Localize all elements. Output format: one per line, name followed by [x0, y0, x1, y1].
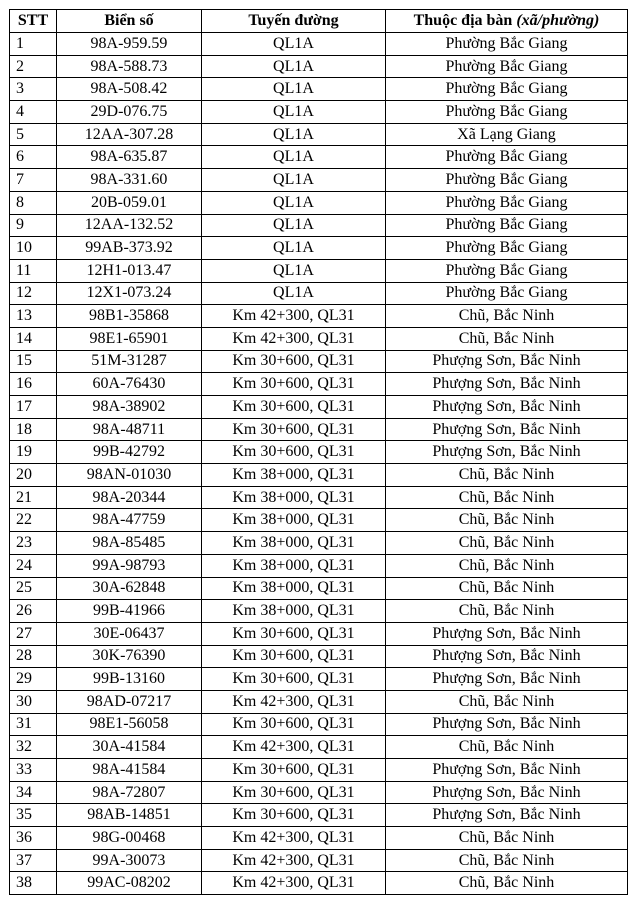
- row-route: Km 42+300, QL31: [202, 327, 386, 350]
- row-route: Km 38+000, QL31: [202, 600, 386, 623]
- row-plate: 99A-98793: [57, 554, 202, 577]
- row-route: Km 30+600, QL31: [202, 804, 386, 827]
- row-stt: 30: [10, 690, 57, 713]
- row-plate: 99B-41966: [57, 600, 202, 623]
- row-stt: 4: [10, 101, 57, 124]
- row-area: Phường Bắc Giang: [386, 214, 628, 237]
- row-plate: 12X1-073.24: [57, 282, 202, 305]
- row-route: Km 42+300, QL31: [202, 849, 386, 872]
- row-plate: 99B-42792: [57, 441, 202, 464]
- row-route: QL1A: [202, 237, 386, 260]
- row-plate: 98A-508.42: [57, 78, 202, 101]
- row-area: Phường Bắc Giang: [386, 55, 628, 78]
- table-row: [10, 713, 628, 736]
- row-stt: 16: [10, 373, 57, 396]
- row-route: QL1A: [202, 282, 386, 305]
- row-plate: 20B-059.01: [57, 191, 202, 214]
- row-area: Chũ, Bắc Ninh: [386, 736, 628, 759]
- row-route: QL1A: [202, 78, 386, 101]
- row-area: Chũ, Bắc Ninh: [386, 577, 628, 600]
- row-stt: 1: [10, 33, 57, 56]
- table-row: [10, 645, 628, 668]
- row-area: Chũ, Bắc Ninh: [386, 827, 628, 850]
- header-area-sub: (xã/phường): [516, 12, 600, 29]
- table-row: [10, 169, 628, 192]
- row-area: Xã Lạng Giang: [386, 123, 628, 146]
- table-row: [10, 33, 628, 56]
- row-route: QL1A: [202, 33, 386, 56]
- row-plate: 30A-62848: [57, 577, 202, 600]
- row-area: Phượng Sơn, Bắc Ninh: [386, 350, 628, 373]
- row-stt: 14: [10, 327, 57, 350]
- row-plate: 51M-31287: [57, 350, 202, 373]
- row-area: Chũ, Bắc Ninh: [386, 305, 628, 328]
- row-plate: 12H1-013.47: [57, 259, 202, 282]
- row-stt: 11: [10, 259, 57, 282]
- row-area: Phượng Sơn, Bắc Ninh: [386, 441, 628, 464]
- row-stt: 3: [10, 78, 57, 101]
- row-route: Km 30+600, QL31: [202, 396, 386, 419]
- row-route: QL1A: [202, 146, 386, 169]
- row-route: QL1A: [202, 55, 386, 78]
- row-plate: 98A-20344: [57, 486, 202, 509]
- row-plate: 60A-76430: [57, 373, 202, 396]
- row-stt: 2: [10, 55, 57, 78]
- row-plate: 30A-41584: [57, 736, 202, 759]
- row-stt: 12: [10, 282, 57, 305]
- row-stt: 21: [10, 486, 57, 509]
- row-area: Chũ, Bắc Ninh: [386, 464, 628, 487]
- row-route: QL1A: [202, 214, 386, 237]
- row-route: Km 42+300, QL31: [202, 872, 386, 895]
- row-route: Km 38+000, QL31: [202, 577, 386, 600]
- table-row: [10, 373, 628, 396]
- table-row: [10, 690, 628, 713]
- row-area: Phượng Sơn, Bắc Ninh: [386, 713, 628, 736]
- row-stt: 13: [10, 305, 57, 328]
- table-row: [10, 237, 628, 260]
- row-plate: 12AA-307.28: [57, 123, 202, 146]
- row-route: Km 30+600, QL31: [202, 645, 386, 668]
- table-row: [10, 736, 628, 759]
- row-stt: 28: [10, 645, 57, 668]
- row-area: Phượng Sơn, Bắc Ninh: [386, 804, 628, 827]
- row-stt: 9: [10, 214, 57, 237]
- row-plate: 30K-76390: [57, 645, 202, 668]
- row-stt: 22: [10, 509, 57, 532]
- row-area: Phường Bắc Giang: [386, 237, 628, 260]
- row-plate: 98E1-65901: [57, 327, 202, 350]
- table-row: [10, 827, 628, 850]
- row-plate: 98A-959.59: [57, 33, 202, 56]
- table-row: [10, 668, 628, 691]
- table-row: [10, 101, 628, 124]
- row-stt: 33: [10, 759, 57, 782]
- row-plate: 98E1-56058: [57, 713, 202, 736]
- row-plate: 99AB-373.92: [57, 237, 202, 260]
- table-row: [10, 259, 628, 282]
- table-body: [10, 33, 628, 895]
- document-sheet: [9, 9, 627, 895]
- row-stt: 23: [10, 532, 57, 555]
- row-area: Chũ, Bắc Ninh: [386, 327, 628, 350]
- row-stt: 15: [10, 350, 57, 373]
- row-area: Phượng Sơn, Bắc Ninh: [386, 645, 628, 668]
- row-area: Phượng Sơn, Bắc Ninh: [386, 373, 628, 396]
- row-stt: 18: [10, 418, 57, 441]
- table-row: [10, 509, 628, 532]
- row-stt: 19: [10, 441, 57, 464]
- table-row: [10, 781, 628, 804]
- row-stt: 17: [10, 396, 57, 419]
- table-row: [10, 600, 628, 623]
- row-route: Km 38+000, QL31: [202, 532, 386, 555]
- row-area: Chũ, Bắc Ninh: [386, 690, 628, 713]
- row-plate: 99A-30073: [57, 849, 202, 872]
- table-row: [10, 486, 628, 509]
- row-route: Km 42+300, QL31: [202, 827, 386, 850]
- row-stt: 24: [10, 554, 57, 577]
- row-stt: 5: [10, 123, 57, 146]
- row-route: Km 42+300, QL31: [202, 736, 386, 759]
- row-plate: 98G-00468: [57, 827, 202, 850]
- row-route: Km 38+000, QL31: [202, 464, 386, 487]
- row-route: QL1A: [202, 191, 386, 214]
- row-area: Chũ, Bắc Ninh: [386, 849, 628, 872]
- row-route: Km 30+600, QL31: [202, 713, 386, 736]
- row-route: Km 38+000, QL31: [202, 554, 386, 577]
- row-route: QL1A: [202, 101, 386, 124]
- row-stt: 10: [10, 237, 57, 260]
- row-route: Km 30+600, QL31: [202, 441, 386, 464]
- row-plate: 98A-41584: [57, 759, 202, 782]
- row-area: Phượng Sơn, Bắc Ninh: [386, 668, 628, 691]
- header-plate: Biển số: [57, 10, 202, 33]
- row-stt: 38: [10, 872, 57, 895]
- table-row: [10, 305, 628, 328]
- row-plate: 99B-13160: [57, 668, 202, 691]
- row-plate: 29D-076.75: [57, 101, 202, 124]
- row-route: Km 42+300, QL31: [202, 690, 386, 713]
- row-area: Phường Bắc Giang: [386, 78, 628, 101]
- table-row: [10, 849, 628, 872]
- row-area: Chũ, Bắc Ninh: [386, 872, 628, 895]
- row-plate: 12AA-132.52: [57, 214, 202, 237]
- row-stt: 6: [10, 146, 57, 169]
- row-area: Phượng Sơn, Bắc Ninh: [386, 759, 628, 782]
- table-row: [10, 78, 628, 101]
- row-route: Km 30+600, QL31: [202, 668, 386, 691]
- row-plate: 98AD-07217: [57, 690, 202, 713]
- table-row: [10, 123, 628, 146]
- row-stt: 27: [10, 622, 57, 645]
- row-stt: 7: [10, 169, 57, 192]
- row-area: Phượng Sơn, Bắc Ninh: [386, 622, 628, 645]
- row-plate: 98AB-14851: [57, 804, 202, 827]
- row-area: Chũ, Bắc Ninh: [386, 486, 628, 509]
- table-row: [10, 872, 628, 895]
- row-area: Phường Bắc Giang: [386, 191, 628, 214]
- table-row: [10, 146, 628, 169]
- row-plate: 98A-48711: [57, 418, 202, 441]
- row-stt: 25: [10, 577, 57, 600]
- row-route: QL1A: [202, 259, 386, 282]
- table-header: [10, 10, 628, 33]
- row-route: Km 30+600, QL31: [202, 418, 386, 441]
- row-stt: 26: [10, 600, 57, 623]
- table-row: [10, 350, 628, 373]
- table-row: [10, 327, 628, 350]
- row-stt: 8: [10, 191, 57, 214]
- table-row: [10, 214, 628, 237]
- table-row: [10, 191, 628, 214]
- row-route: Km 30+600, QL31: [202, 622, 386, 645]
- row-stt: 20: [10, 464, 57, 487]
- row-route: Km 30+600, QL31: [202, 781, 386, 804]
- row-area: Phường Bắc Giang: [386, 282, 628, 305]
- row-plate: 98A-588.73: [57, 55, 202, 78]
- table-row: [10, 804, 628, 827]
- row-stt: 35: [10, 804, 57, 827]
- row-area: Chũ, Bắc Ninh: [386, 509, 628, 532]
- violations-table: [9, 9, 628, 895]
- row-route: Km 30+600, QL31: [202, 373, 386, 396]
- row-stt: 31: [10, 713, 57, 736]
- row-route: Km 38+000, QL31: [202, 486, 386, 509]
- header-stt: STT: [10, 10, 57, 33]
- row-area: Phượng Sơn, Bắc Ninh: [386, 781, 628, 804]
- row-area: Chũ, Bắc Ninh: [386, 532, 628, 555]
- table-row: [10, 441, 628, 464]
- row-plate: 98A-85485: [57, 532, 202, 555]
- row-plate: 98A-38902: [57, 396, 202, 419]
- row-area: Phường Bắc Giang: [386, 101, 628, 124]
- row-stt: 36: [10, 827, 57, 850]
- table-row: [10, 532, 628, 555]
- header-area: [386, 10, 628, 33]
- row-area: Phường Bắc Giang: [386, 33, 628, 56]
- table-row: [10, 577, 628, 600]
- table-row: [10, 622, 628, 645]
- row-stt: 29: [10, 668, 57, 691]
- header-route: Tuyến đường: [202, 10, 386, 33]
- row-area: Phường Bắc Giang: [386, 259, 628, 282]
- table-row: [10, 55, 628, 78]
- table-row: [10, 554, 628, 577]
- table-row: [10, 282, 628, 305]
- row-plate: 30E-06437: [57, 622, 202, 645]
- row-stt: 37: [10, 849, 57, 872]
- row-area: Phường Bắc Giang: [386, 169, 628, 192]
- row-plate: 98A-47759: [57, 509, 202, 532]
- row-area: Phượng Sơn, Bắc Ninh: [386, 418, 628, 441]
- row-route: Km 30+600, QL31: [202, 759, 386, 782]
- row-route: QL1A: [202, 123, 386, 146]
- row-plate: 98A-72807: [57, 781, 202, 804]
- table-row: [10, 464, 628, 487]
- row-stt: 34: [10, 781, 57, 804]
- row-route: QL1A: [202, 169, 386, 192]
- row-stt: 32: [10, 736, 57, 759]
- row-area: Chũ, Bắc Ninh: [386, 600, 628, 623]
- row-plate: 98B1-35868: [57, 305, 202, 328]
- table-row: [10, 396, 628, 419]
- header-row: [10, 10, 628, 33]
- row-plate: 98A-331.60: [57, 169, 202, 192]
- row-plate: 98AN-01030: [57, 464, 202, 487]
- row-area: Phượng Sơn, Bắc Ninh: [386, 396, 628, 419]
- row-plate: 98A-635.87: [57, 146, 202, 169]
- row-route: Km 30+600, QL31: [202, 350, 386, 373]
- row-area: Chũ, Bắc Ninh: [386, 554, 628, 577]
- header-area-main: Thuộc địa bàn: [413, 12, 517, 29]
- table-row: [10, 418, 628, 441]
- row-route: Km 42+300, QL31: [202, 305, 386, 328]
- row-plate: 99AC-08202: [57, 872, 202, 895]
- table-row: [10, 759, 628, 782]
- row-route: Km 38+000, QL31: [202, 509, 386, 532]
- row-area: Phường Bắc Giang: [386, 146, 628, 169]
